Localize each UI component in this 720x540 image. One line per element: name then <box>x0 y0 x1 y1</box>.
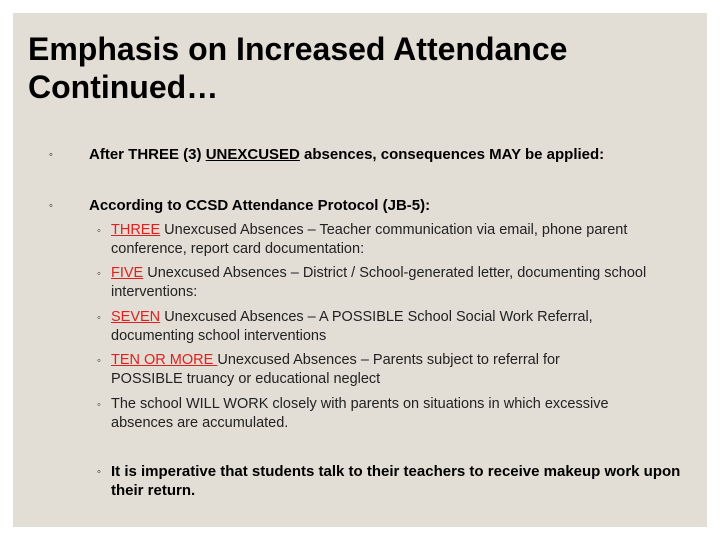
highlight-five: FIVE <box>111 265 144 281</box>
bullet-icon: ◦ <box>97 466 101 478</box>
slide-title: Emphasis on Increased Attendance Continued… <box>28 31 568 105</box>
highlight-ten-or-more: TEN OR MORE <box>111 352 218 368</box>
highlight-seven: SEVEN <box>111 309 161 325</box>
underlined-unexcused: UNEXCUSED <box>205 146 300 163</box>
subitem-five: ◦ FIVE Unexcused Absences – District / School-generated letter, documenting school interventions: <box>97 265 647 300</box>
bullet-icon: ◦ <box>97 225 101 237</box>
bullet-protocol: ◦ According to CCSD Attendance Protocol (JB-5): <box>49 197 431 214</box>
bullet-consequences: ◦ After THREE (3) UNEXCUSED absences, consequences MAY be applied: <box>49 146 605 163</box>
bullet-icon: ◦ <box>97 268 101 280</box>
subitem-three: ◦ THREE Unexcused Absences – Teacher communication via email, phone parent conference, report card documentation: <box>97 222 628 257</box>
bullet-icon: ◦ <box>97 399 101 411</box>
subitem-ten-or-more: ◦ TEN OR MORE Unexcused Absences – Parents subject to referral for POSSIBLE truancy or educational neglect <box>97 352 560 387</box>
bullet-icon: ◦ <box>49 200 53 212</box>
bullet-closing: ◦ It is imperative that students talk to their teachers to receive makeup work upon their return. <box>97 463 681 499</box>
bullet-icon: ◦ <box>49 149 53 161</box>
subitem-school-will-work: ◦ The school WILL WORK closely with parents on situations in which excessive absences are accumulated. <box>97 396 609 431</box>
bullet-icon: ◦ <box>97 312 101 324</box>
subitem-seven: ◦ SEVEN Unexcused Absences – A POSSIBLE School Social Work Referral, documenting school interventions <box>97 309 593 344</box>
highlight-three: THREE <box>111 222 161 238</box>
bullet-icon: ◦ <box>97 355 101 367</box>
